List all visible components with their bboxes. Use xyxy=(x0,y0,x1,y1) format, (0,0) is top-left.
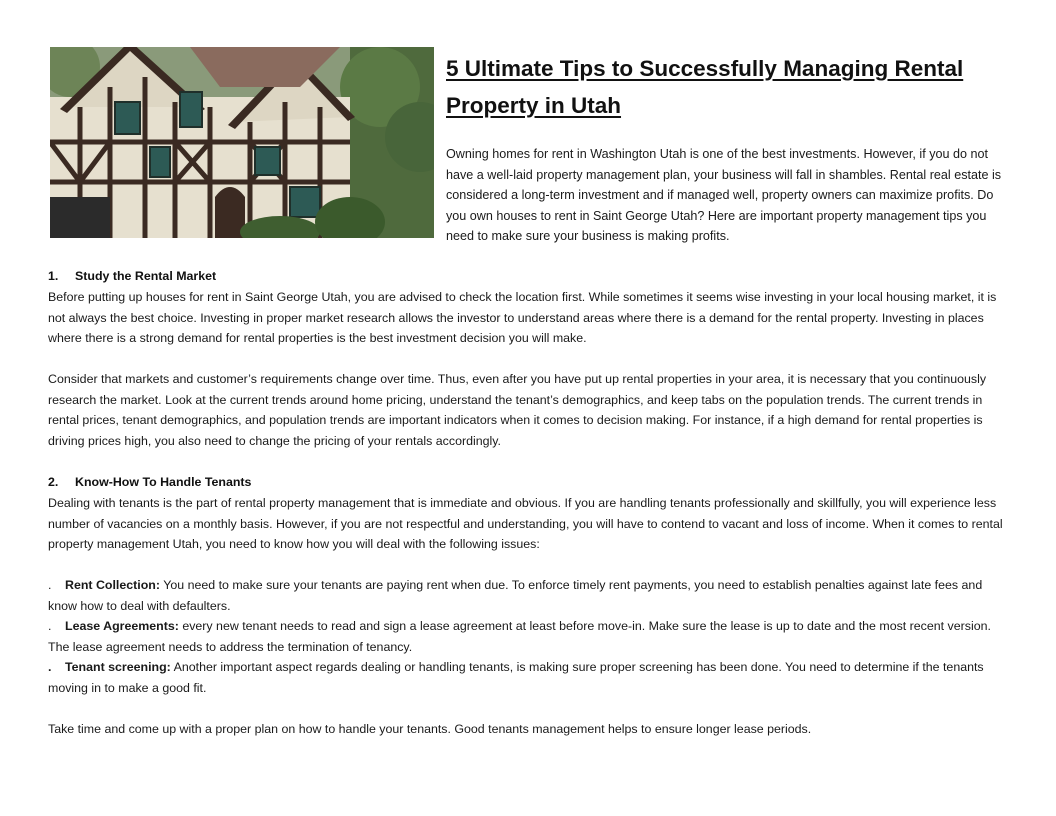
section2-closing-paragraph: Take time and come up with a proper plan on how to handle your tenants. Good tenants management helps to ensure longer lease periods. xyxy=(48,722,812,736)
section-heading-2 xyxy=(48,472,251,493)
section1-paragraph-2: Consider that markets and customer’s requirements change over time. Thus, even after you have put up rental properties in your area, it is necessary that you continuously research the market. Look at the current trends around home pricing, understand the tenant’s demographics, and keep tabs on the population trends. The current trends in rental prices, tenant demographics, and population trends are important indicators when it comes to decision making. For instance, if a high demand for rental properties is driving prices high, you also need to change the pricing of your rentals accordingly. xyxy=(48,372,987,448)
bullet-rent-collection xyxy=(48,575,1013,616)
bullet-term: Rent Collection: xyxy=(65,578,160,592)
bullet-marker: . xyxy=(48,578,52,592)
section-title-1: Study the Rental Market xyxy=(75,269,217,283)
section1-paragraph-1: Before putting up houses for rent in Saint George Utah, you are advised to check the location first. While sometimes it seems wise investing in your local housing market, it is not always the best choice. Investing in proper market research allows the investor to understand areas where there is a demand for the rental property. Investing in places where there is a strong demand for rental properties is the best investment decision you will make. xyxy=(48,290,997,346)
intro-paragraph: Owning homes for rent in Washington Utah is one of the best investments. However, if you do not have a well-laid property management plan, your business will fall in shambles. Rental real estate is considered a long-term investment and if managed well, property owners can maximize profits. Do you own houses to rent in Saint George Utah? Here are important property management tips you need to make sure your business is making profits. xyxy=(446,147,1002,244)
article-title: 5 Ultimate Tips to Successfully Managing Rental Property in Utah xyxy=(446,56,964,118)
bullet-term: Lease Agreements: xyxy=(65,619,179,633)
bullet-marker: . xyxy=(48,619,52,633)
section-number-1: 1. xyxy=(48,269,59,283)
bullet-term: Tenant screening: xyxy=(65,660,171,674)
bullet-lease-agreements xyxy=(48,616,1013,657)
section-number-2: 2. xyxy=(48,475,59,489)
section-heading-1 xyxy=(48,266,216,287)
bullet-tenant-screening xyxy=(48,657,1013,698)
tudor-house-photo xyxy=(50,47,434,238)
bullet-marker: . xyxy=(48,660,52,674)
section2-paragraph-1: Dealing with tenants is the part of rental property management that is immediate and obvious. If you are handling tenants professionally and skillfully, you will experience less number of vacancies on a monthly basis. However, if you are not respectful and understanding, you will have to contend to vacant and loss of income. When it comes to rental property management Utah, you need to know how you will deal with the following issues: xyxy=(48,496,1003,552)
bullet-text: every new tenant needs to read and sign a lease agreement at least before move-in. Make sure the lease is up to date and the most recent version. The lease agreement needs to address the termination of tenancy. xyxy=(48,619,991,654)
bullet-text: Another important aspect regards dealing or handling tenants, is making sure proper screening has been done. You need to determine if the tenants moving in to make a good fit. xyxy=(48,660,984,695)
bullet-text: You need to make sure your tenants are paying rent when due. To enforce timely rent payments, you need to establish penalties against late fees and know how to deal with defaulters. xyxy=(48,578,983,613)
section-title-2: Know-How To Handle Tenants xyxy=(75,475,252,489)
